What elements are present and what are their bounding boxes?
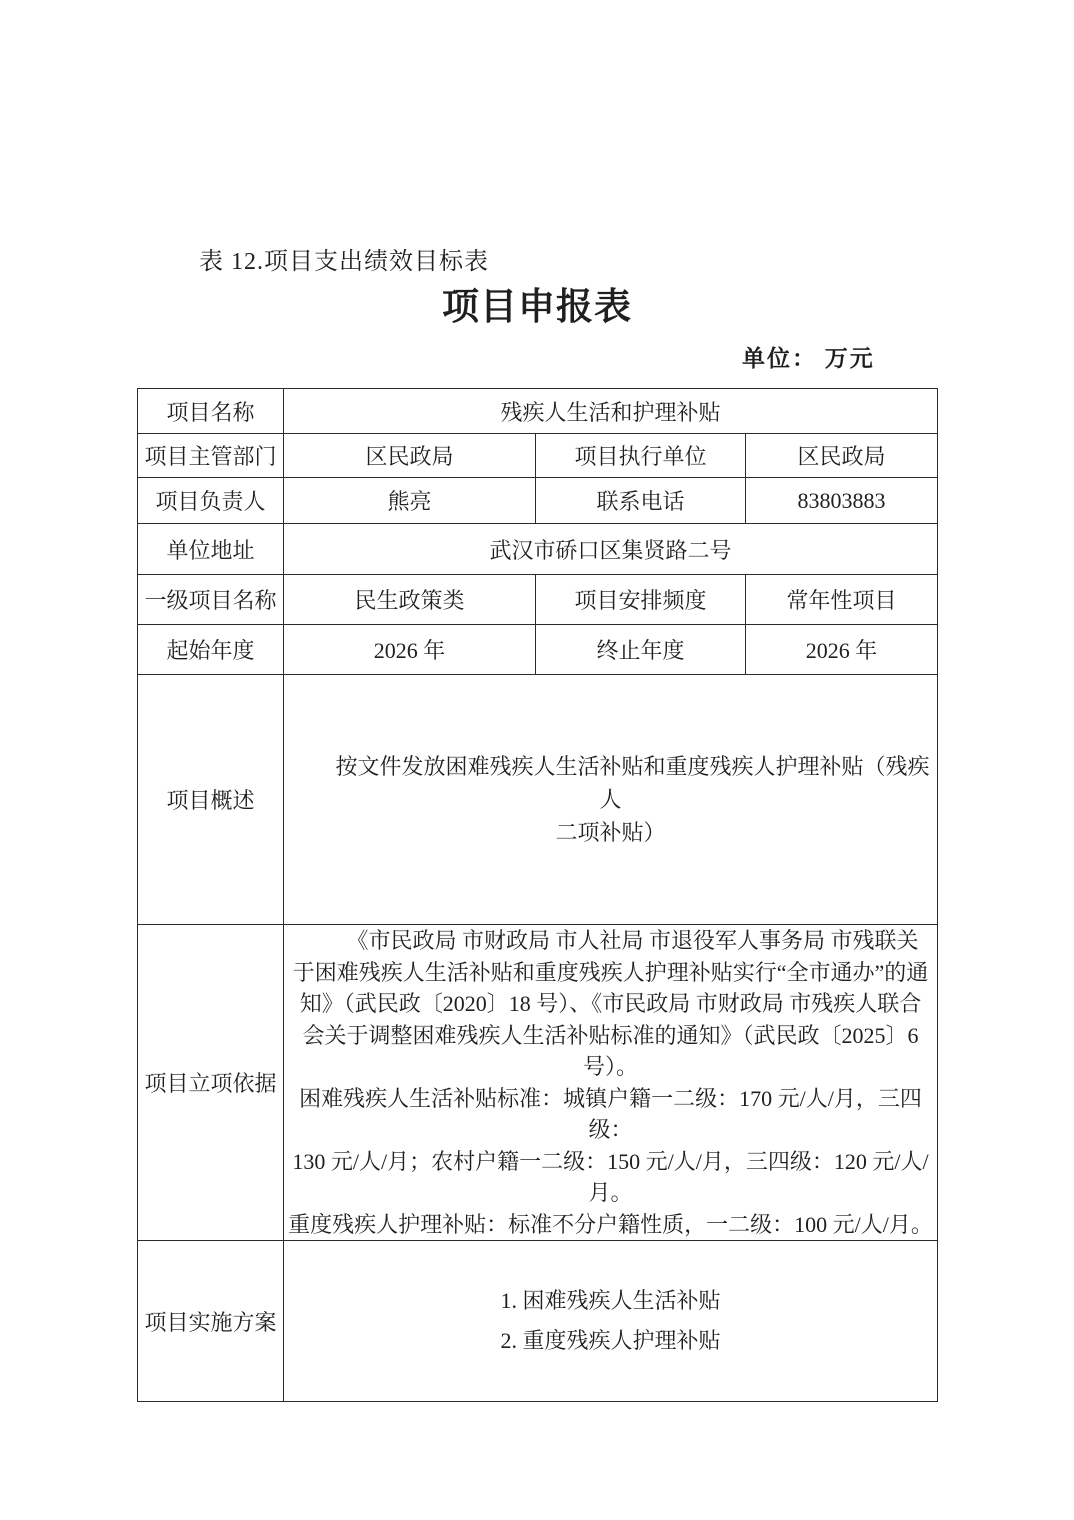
unit-address-value: 武汉市硚口区集贤路二号 xyxy=(284,524,938,575)
project-name-label: 项目名称 xyxy=(138,389,284,434)
arrangement-frequency-label: 项目安排频度 xyxy=(536,575,746,625)
first-level-project-value: 民生政策类 xyxy=(284,575,536,625)
application-form-table xyxy=(137,388,938,1402)
first-level-project-label: 一级项目名称 xyxy=(138,575,284,625)
contact-phone-label: 联系电话 xyxy=(536,478,746,524)
end-year-value: 2026 年 xyxy=(746,625,938,675)
end-year-label: 终止年度 xyxy=(536,625,746,675)
project-leader-value: 熊亮 xyxy=(284,478,536,524)
unit-address-label: 单位地址 xyxy=(138,524,284,575)
row-implementation-plan xyxy=(138,1241,938,1402)
project-name-value: 残疾人生活和护理补贴 xyxy=(284,389,938,434)
row-project-name xyxy=(138,389,938,434)
contact-phone-value: 83803883 xyxy=(746,478,938,524)
table-caption: 表 12.项目支出绩效目标表 xyxy=(199,249,489,275)
implementation-plan-value: 1. 困难残疾人生活补贴 2. 重度残疾人护理补贴 xyxy=(284,1241,938,1402)
project-leader-label: 项目负责人 xyxy=(138,478,284,524)
supervisor-dept-value: 区民政局 xyxy=(284,434,536,478)
row-address xyxy=(138,524,938,575)
row-basis xyxy=(138,925,938,1241)
row-overview xyxy=(138,675,938,925)
page-title: 项目申报表 xyxy=(442,287,632,328)
project-basis-value: 《市民政局 市财政局 市人社局 市退役军人事务局 市残联关 于困难残疾人生活补贴和重度残疾人护理补贴实行“全市通办”的通 知》（武民政〔2020〕18 号）、《市民政局 市财政局 市残疾人联合 会关于调整困难残疾人生活补贴标准的通知》（武民政〔2025〕6 号）。 困难残疾人生活补贴标准：城镇户籍一二级：170 元/人/月，三四级： 130 元/人/月；农村户籍一二级：150 元/人/月，三四级：120 元/人/月。 重度残疾人护理补贴：标准不分户籍性质，一二级：100 元/人/月。 xyxy=(284,925,938,1241)
unit-label: 单位： 万元 xyxy=(742,346,875,371)
project-overview-label: 项目概述 xyxy=(138,675,284,925)
supervisor-dept-label: 项目主管部门 xyxy=(138,434,284,478)
arrangement-frequency-value: 常年性项目 xyxy=(746,575,938,625)
project-overview-value: 按文件发放困难残疾人生活补贴和重度残疾人护理补贴（残疾人 二项补贴） xyxy=(284,675,938,925)
executing-unit-label: 项目执行单位 xyxy=(536,434,746,478)
start-year-label: 起始年度 xyxy=(138,625,284,675)
start-year-value: 2026 年 xyxy=(284,625,536,675)
row-leader xyxy=(138,478,938,524)
implementation-plan-label: 项目实施方案 xyxy=(138,1241,284,1402)
row-years xyxy=(138,625,938,675)
row-first-level xyxy=(138,575,938,625)
row-supervisor xyxy=(138,434,938,478)
executing-unit-value: 区民政局 xyxy=(746,434,938,478)
project-basis-label: 项目立项依据 xyxy=(138,925,284,1241)
